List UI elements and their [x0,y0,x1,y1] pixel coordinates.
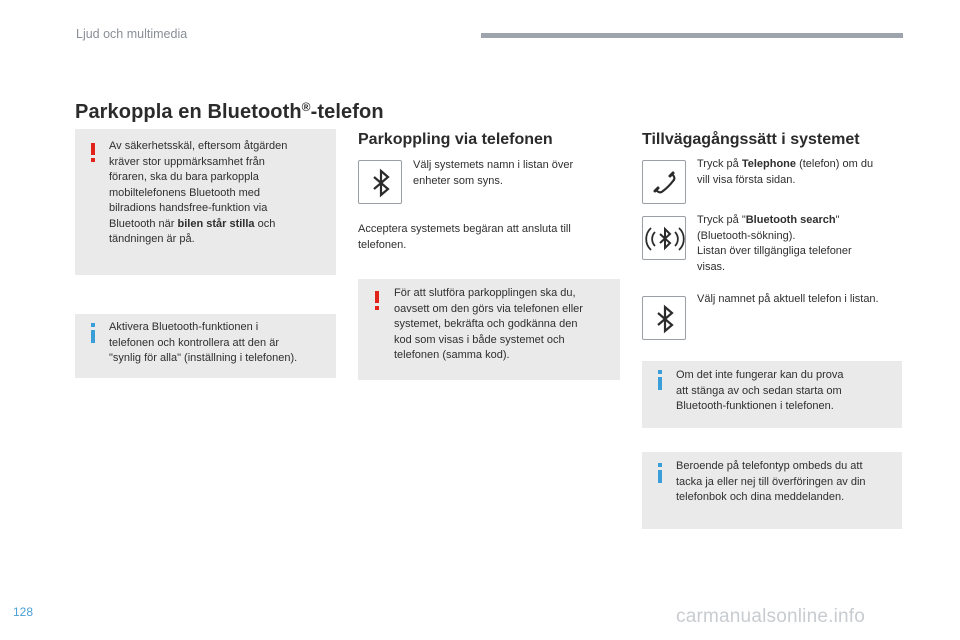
text-line: Av säkerhetsskäl, eftersom åtgärden [109,140,288,152]
bluetooth-icon [643,297,687,341]
text-line: mobiltelefonens Bluetooth med [109,186,261,199]
right-step2-text [697,213,907,275]
text-line: kräver stor uppmärksamhet från [109,155,265,168]
right-step1-text [697,157,907,188]
text-line: telefonen. [358,238,407,251]
text-line: För att slutföra parkopplingen ska du, [394,287,576,299]
text-line: Acceptera systemets begäran att ansluta till [358,223,571,235]
text-line: Bluetooth-funktionen i telefonen. [676,400,834,412]
middle-heading: Parkoppling via telefonen [358,131,553,148]
registered-mark: ® [301,100,311,114]
right-info-box-2 [642,452,902,529]
title-text: Parkoppla en Bluetooth [75,101,302,123]
text-line: telefonen och kontrollera att den är [109,336,280,349]
section-header: Ljud och multimedia [76,27,188,41]
text-line: kod som visas i både systemet och [394,333,565,346]
bluetooth-icon [359,161,403,205]
text-line: Om det inte fungerar kan du prova [676,369,844,381]
text-line: enheter som syns. [413,174,503,187]
right-heading: Tillvägagångssätt i systemet [642,131,860,148]
bluetooth-search-icon-box [642,216,686,260]
right-info-box-1 [642,361,902,428]
text-line: Bluetooth när bilen står stilla och [109,217,276,230]
text-line: Listan över tillgängliga telefoner [697,245,852,257]
bluetooth-icon-box [642,296,686,340]
text-line: föraren, ska du bara parkoppla [109,171,259,183]
middle-warning-text [394,286,616,364]
left-info-box [75,314,336,378]
page-title [75,100,384,124]
header-bar [481,33,903,38]
phone-icon-box [642,160,686,204]
phone-handset-icon [643,161,687,205]
text-line: Välj namnet på aktuell telefon i listan. [697,293,879,305]
text-line: Tryck på Telephone (telefon) om du [697,158,874,170]
text-line: Välj systemets namn i listan över [413,159,574,171]
text-line: vill visa första sidan. [697,173,796,186]
emphasis-text: Telephone [741,158,797,170]
text-line: (Bluetooth-sökning). [697,229,796,242]
right-info1-text [676,368,898,415]
title-suffix: -telefon [310,101,384,123]
left-warning-text [109,139,331,248]
left-info-text [109,320,333,367]
left-warning-box [75,129,336,275]
text-line: "synlig för alla" (inställning i telefonen). [109,352,298,364]
text-line: Beroende på telefontyp ombeds du att [676,460,863,472]
text-line: tändningen är på. [109,233,195,245]
emphasis-text: bilen står stilla [177,217,255,230]
middle-warning-box [358,279,620,380]
middle-step1-text [413,158,613,189]
watermark: carmanualsonline.info [676,606,866,627]
text-line: Tryck på "Bluetooth search" [697,214,840,226]
text-line: oavsett om den görs via telefonen eller [394,302,583,315]
right-step3-text [697,292,912,308]
text-line: visas. [697,260,726,273]
middle-accept-text [358,222,618,253]
text-line: telefonbok och dina meddelanden. [676,491,845,503]
text-line: tacka ja eller nej till överföringen av din [676,475,866,488]
text-line: bilradions handsfree-funktion via [109,202,268,214]
text-line: att stänga av och sedan starta om [676,384,842,397]
bluetooth-icon-box [358,160,402,204]
bluetooth-search-icon [643,217,687,261]
text-line: Aktivera Bluetooth-funktionen i [109,321,259,333]
right-info2-text [676,459,900,506]
emphasis-text: Bluetooth search [745,214,836,226]
page-number: 128 [13,605,34,619]
text-line: systemet, bekräfta och godkänna den [394,318,578,330]
text-line: telefonen (samma kod). [394,349,510,361]
